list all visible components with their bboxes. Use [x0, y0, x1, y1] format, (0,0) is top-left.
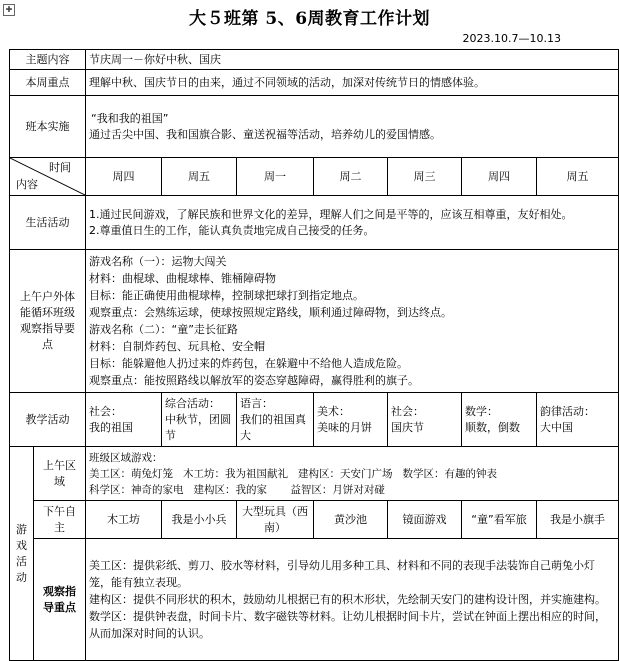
teaching-subject: 美术： — [317, 404, 350, 418]
row-game-afternoon — [10, 501, 619, 539]
outdoor-line: 观察重点：能按照路线以解放军的姿态穿越障碍，赢得胜利的旗子。 — [89, 374, 419, 387]
focus-value: 理解中秋、国庆节日的由来，通过不同领域的活动，加深对传统节日的情感体验。 — [86, 70, 619, 96]
teaching-subject: 社会： — [89, 404, 122, 418]
afternoon-item: 镜面游戏 — [388, 501, 462, 539]
outdoor-line: 游戏名称（二）：“童”走长征路 — [89, 323, 238, 336]
morning-row2 — [89, 482, 615, 498]
life-value — [86, 196, 619, 250]
observe-value — [86, 539, 619, 661]
morning-row1 — [89, 466, 615, 482]
teaching-cell — [388, 393, 462, 447]
day-header: 周五 — [537, 158, 619, 196]
teaching-topic: 我的祖国 — [89, 420, 133, 434]
page-title: 大５班第 5、6周教育工作计划 — [188, 9, 431, 29]
teaching-subject: 韵律活动： — [540, 404, 595, 418]
life-label: 生活活动 — [10, 196, 86, 250]
area-item: 科学区：神奇的家电 — [89, 483, 184, 496]
outdoor-line: 材料：自制炸药包、玩具枪、安全帽 — [89, 340, 265, 353]
class-practice-line1: “我和我的祖国” — [91, 111, 169, 125]
teaching-cell — [86, 393, 162, 447]
afternoon-label: 下午自主 — [34, 501, 86, 539]
date-range: 2023.10.7—10.13 — [462, 32, 561, 45]
teaching-topic: 中秋节，团圆节 — [165, 412, 231, 442]
day-header: 周四 — [86, 158, 162, 196]
table-move-handle[interactable]: ✚ — [3, 4, 15, 16]
teaching-subject: 语言： — [240, 396, 273, 410]
teaching-topic: 我们的祖国真大 — [240, 412, 306, 442]
theme-value: 节庆周一－你好中秋、国庆 — [86, 50, 619, 70]
focus-label: 本周重点 — [10, 70, 86, 96]
class-practice-label: 班本实施 — [10, 96, 86, 158]
outdoor-label: 上午户外体能循环班级观察指导要点 — [10, 250, 86, 393]
area-item: 数学区：有趣的钟表 — [402, 467, 498, 480]
row-class-practice — [10, 96, 619, 158]
observe-label: 观察指导重点 — [34, 539, 86, 661]
life-line1: 1.通过民间游戏，了解民族和世界文化的差异，理解人们之间是平等的，应该互相尊重，友好相处。 — [89, 207, 573, 221]
teaching-topic: 美味的月饼 — [317, 420, 372, 434]
day-header: 周一 — [237, 158, 314, 196]
afternoon-item: 大型玩具（西南） — [237, 501, 314, 539]
header-time-label: 时间 — [49, 161, 71, 174]
plan-table — [9, 49, 619, 661]
row-life — [10, 196, 619, 250]
teaching-cell — [237, 393, 314, 447]
row-game-morning — [10, 447, 619, 501]
area-item: 木工坊：我为祖国献礼 — [183, 467, 289, 480]
row-theme — [10, 50, 619, 70]
day-header: 周二 — [314, 158, 388, 196]
outdoor-value — [86, 250, 619, 393]
theme-label: 主题内容 — [10, 50, 86, 70]
outdoor-line: 目标：能躲避他人扔过来的炸药包，在躲避中不给他人造成危险。 — [89, 357, 408, 370]
teaching-topic: 顺数，倒数 — [465, 420, 520, 434]
afternoon-item: 我是小旗手 — [537, 501, 619, 539]
teaching-label: 教学活动 — [10, 393, 86, 447]
teaching-subject: 数学： — [465, 404, 498, 418]
afternoon-item: 黄沙池 — [314, 501, 388, 539]
day-header: 周三 — [388, 158, 462, 196]
morning-value — [86, 447, 619, 501]
area-item: 建构区：我的家 — [193, 483, 268, 496]
header-diagonal-cell — [10, 158, 86, 196]
class-practice-value — [86, 96, 619, 158]
afternoon-item: “童”看军旅 — [462, 501, 537, 539]
class-practice-line2: 通过舌尖中国、我和国旗合影、童送祝福等活动，培养幼儿的爱国情感。 — [89, 127, 441, 141]
afternoon-item: 我是小小兵 — [162, 501, 237, 539]
row-teaching — [10, 393, 619, 447]
teaching-cell — [162, 393, 237, 447]
teaching-subject: 综合活动： — [165, 396, 220, 410]
header-content-label: 内容 — [16, 178, 38, 191]
outdoor-line: 材料：曲棍球、曲棍球棒、锥桶障碍物 — [89, 272, 276, 285]
life-line2: 2.尊重值日生的工作，能认真负责地完成自己接受的任务。 — [89, 223, 375, 237]
observe-line: 建构区：提供不同形状的积木，鼓励幼儿根据已有的积木形状，先绘制天安门的建构设计图，并实施建构。 — [89, 593, 606, 606]
teaching-cell — [537, 393, 619, 447]
morning-label: 上午区域 — [34, 447, 86, 501]
outdoor-line: 观察重点：会熟练运球，使球按照规定路线，顺利通过障碍物，到达终点。 — [89, 306, 452, 319]
outdoor-line: 目标：能正确使用曲棍球棒，控制球把球打到指定地点。 — [89, 289, 364, 302]
teaching-cell — [462, 393, 537, 447]
row-header — [10, 158, 619, 196]
area-item: 建构区：天安门广场 — [298, 467, 393, 480]
observe-line: 数学区：提供钟表盘，时间卡片、数字磁铁等材料。让幼儿根据时间卡片，尝试在钟面上摆出相应的时间，从而加深对时间的认识。 — [89, 610, 606, 640]
outdoor-line: 游戏名称（一）：运物大闯关 — [89, 255, 227, 268]
observe-line: 美工区：提供彩纸、剪刀、胶水等材料，引导幼儿用多种工具、材料和不同的表现手法装饰自己萌兔小灯笼，能有独立表现。 — [89, 559, 595, 589]
teaching-subject: 社会： — [391, 404, 424, 418]
morning-title: 班级区域游戏： — [89, 451, 163, 464]
game-label: 游戏活动 — [10, 447, 34, 661]
row-outdoor — [10, 250, 619, 393]
area-item: 益智区：月饼对对碰 — [290, 483, 385, 496]
teaching-topic: 国庆节 — [391, 420, 424, 434]
day-header: 周四 — [462, 158, 537, 196]
afternoon-item: 木工坊 — [86, 501, 162, 539]
teaching-cell — [314, 393, 388, 447]
teaching-topic: 大中国 — [540, 420, 573, 434]
row-game-observe — [10, 539, 619, 661]
day-header: 周五 — [162, 158, 237, 196]
area-item: 美工区：萌兔灯笼 — [89, 467, 173, 480]
row-focus — [10, 70, 619, 96]
